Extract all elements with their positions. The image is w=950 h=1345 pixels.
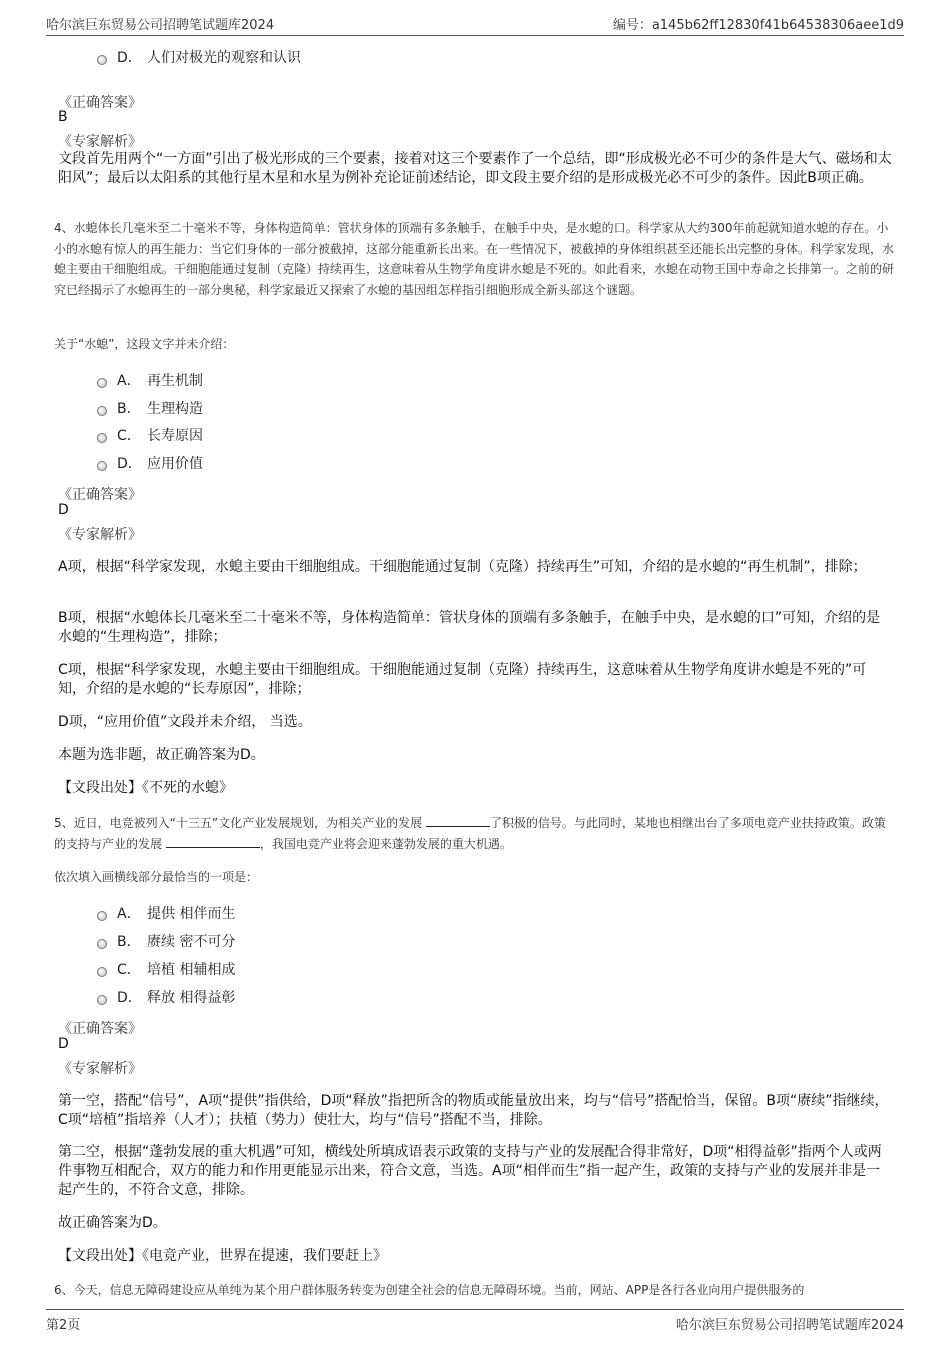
q5-answer: D [58,1036,69,1052]
q4-answer-label: 《正确答案》 [58,487,142,503]
radio-icon[interactable] [97,378,107,388]
radio-icon[interactable] [97,461,107,471]
q5-option-b[interactable] [97,931,235,951]
q4-analysis-a: A项，根据“科学家发现，水螅主要由干细胞组成。干细胞能通过复制（克隆）持续再生”可知，介绍的是水螅的“再生机制”，排除； [58,559,867,575]
option-letter: A． [117,906,141,922]
footer-divider [46,1309,904,1310]
page-header [46,14,904,32]
radio-icon[interactable] [97,406,107,416]
header-divider [46,35,904,36]
q4-analysis-label: 《专家解析》 [58,527,142,543]
q5-passage [54,813,896,854]
q4-passage: 4、水螅体长几毫米至二十毫米不等，身体构造简单：管状身体的顶端有多条触手，在触手中央，是水螅的口。科学家从大约300年前起就知道水螅的存在。小小的水螅有惊人的再生能力：当它们身体的一部分被截掉，这部分能重新长出来。在一些情况下，被截掉的身体组织甚至还能长出完整的身体。科学家发现，水螅主要由干细胞组成。干细胞能通过复制（克隆）持续再生，这意味着从生物学角度讲水螅是不死的。如此看来，水螅在动物王国中寿命之长排第一。之前的研究已经揭示了水螅再生的一部分奥秘，科学家最近又探索了水螅的基因组怎样指引细胞形成全新头部这个谜题。 [54,221,895,297]
q5-text-2: 了积极的信号。与此同时，某地也相继出台了多项电竞产业扶持政策。政策的支持与产业的发展 [54,816,886,851]
option-letter: C． [117,428,141,444]
radio-icon[interactable] [97,55,107,65]
radio-icon[interactable] [97,967,107,977]
q4-option-a[interactable] [97,370,203,390]
q5-analysis-2: 第二空，根据“蓬勃发展的重大机遇”可知，横线处所填成语表示政策的支持与产业的发展配合得非常好，D项“相得益彰”指两个人或两件事物互相配合，双方的能力和作用更能显示出来，符合文意，当选。A项“相伴而生”指一起产生，政策的支持与产业的发展并非是一起产生的，不符合文意，排除。 [58,1144,882,1198]
q5-option-a[interactable] [97,903,235,923]
q3-answer: B [58,109,68,125]
q5-answer-label: 《正确答案》 [58,1021,142,1037]
q5-option-d[interactable] [97,987,235,1007]
q5-option-c[interactable] [97,959,235,979]
header-title: 哈尔滨巨东贸易公司招聘笔试题库2024 [46,18,275,33]
q4-conclusion: 本题为选非题，故正确答案为D。 [58,747,265,763]
option-text: 人们对极光的观察和认识 [147,50,301,66]
q5-text-3: ，我国电竞产业将会迎来蓬勃发展的重大机遇。 [259,836,512,851]
page-number: 第2页 [46,1318,81,1333]
option-letter: D． [117,990,142,1006]
radio-icon[interactable] [97,433,107,443]
radio-icon[interactable] [97,995,107,1005]
option-text: 培植 相辅相成 [147,962,236,978]
q4-source: 【文段出处】《不死的水螅》 [58,780,233,796]
option-text: 提供 相伴而生 [147,906,236,922]
q5-text-1: 5、近日，电竞被列入“十三五”文化产业发展规划，为相关产业的发展 [54,816,426,830]
q3-answer-label: 《正确答案》 [58,95,142,111]
option-text: 赓续 密不可分 [147,934,236,950]
q4-analysis-b: B项，根据“水螅体长几毫米至二十毫米不等，身体构造简单：管状身体的顶端有多条触手，在触手中央，是水螅的口”可知，介绍的是水螅的“生理构造”，排除； [58,610,881,645]
option-text: 再生机制 [147,373,203,389]
q4-option-b[interactable] [97,398,203,418]
blank-2 [166,834,260,848]
option-letter: A． [117,373,141,389]
q3-analysis-label: 《专家解析》 [58,134,142,150]
q5-conclusion: 故正确答案为D。 [58,1215,167,1231]
option-letter: B． [117,401,141,417]
q3-analysis: 文段首先用两个“一方面”引出了极光形成的三个要素，接着对这三个要素作了一个总结，即“形成极光必不可少的条件是大气、磁场和太阳风”；最后以太阳系的其他行星木星和水星为例补充论证前述结论，即文段主要介绍的是形成极光必不可少的条件。因此B项正确。 [58,151,892,186]
q5-source: 【文段出处】《电竞产业，世界在提速，我们要赶上》 [58,1248,387,1264]
footer-title: 哈尔滨巨东贸易公司招聘笔试题库2024 [675,1318,904,1333]
option-text: 生理构造 [147,401,203,417]
q4-answer: D [58,502,69,518]
radio-icon[interactable] [97,911,107,921]
option-letter: C． [117,962,141,978]
option-text: 应用价值 [147,456,203,472]
document-id: 编号：a145b62ff12830f41b64538306aee1d9 [612,18,904,33]
option-letter: D． [117,456,142,472]
option-letter: B． [117,934,141,950]
q5-prompt: 依次填入画横线部分最恰当的一项是： [54,870,259,884]
q3-option-d[interactable] [97,47,301,67]
q4-analysis-d: D项，“应用价值”文段并未介绍， 当选。 [58,714,312,730]
option-text: 长寿原因 [147,428,203,444]
q4-prompt: 关于“水螅”，这段文字并未介绍： [54,337,235,351]
q4-analysis-c: C项，根据“科学家发现，水螅主要由干细胞组成。干细胞能通过复制（克隆）持续再生，这意味着从生物学角度讲水螅是不死的”可知，介绍的是水螅的“长寿原因”，排除； [58,662,867,697]
page-footer [46,1314,904,1333]
option-letter: D． [117,50,142,66]
option-text: 释放 相得益彰 [147,990,236,1006]
q4-option-c[interactable] [97,425,203,445]
radio-icon[interactable] [97,939,107,949]
q6-passage: 6、今天，信息无障碍建设应从单纯为某个用户群体服务转变为创建全社会的信息无障碍环境。当前，网站、APP是各行各业向用户提供服务的 [54,1283,805,1297]
q4-option-d[interactable] [97,453,203,473]
q5-analysis-label: 《专家解析》 [58,1061,142,1077]
q5-analysis-1: 第一空，搭配“信号”，A项“提供”指供给，D项“释放”指把所含的物质或能量放出来，均与“信号”搭配恰当，保留。B项“赓续”指继续，C项“培植”指培养（人才）；扶植（势力）使壮大，均与“信号”搭配不当，排除。 [58,1093,889,1128]
blank-1 [426,813,490,827]
